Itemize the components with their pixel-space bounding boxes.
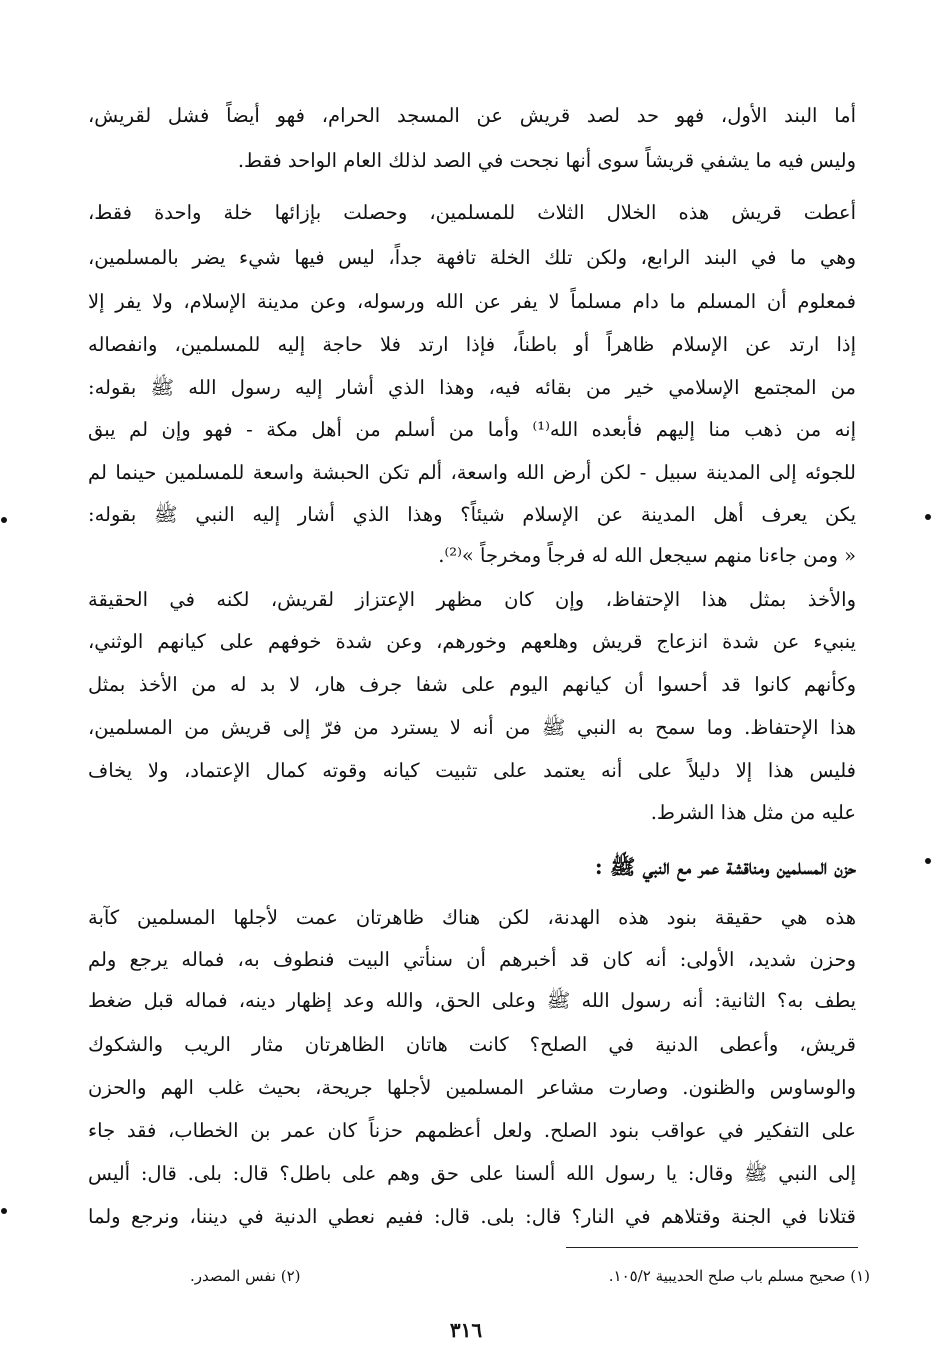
text-line: أعطت قريش هذه الخلال الثلاث للمسلمين، وحصلت بإزائها خلة واحدة فقط، bbox=[88, 201, 856, 224]
scan-speck bbox=[925, 514, 931, 520]
page-number: ٣١٦ bbox=[449, 1318, 483, 1342]
text-line: وهي ما في البند الرابع، ولكن تلك الخلة تافهة جداً، ليس فيها شيء يضر بالمسلمين، bbox=[88, 246, 856, 269]
text-line: على التفكير في عواقب بنود الصلح. ولعل أعظمهم حزناً كان عمر بن الخطاب، فقد جاء bbox=[88, 1119, 856, 1142]
text-line: عليه من مثل هذا الشرط. bbox=[650, 801, 856, 824]
scan-speck bbox=[925, 858, 931, 864]
text-line: وكأنهم كانوا قد أحسوا أن كيانهم اليوم على شفا جرف هار، لا بد له من الأخذ بمثل bbox=[88, 673, 856, 696]
text-line: يكن يعرف أهل المدينة عن الإسلام شيئاً؟ وهذا الذي أشار إليه النبي ﷺ بقوله: bbox=[88, 503, 856, 526]
text-line: إنه من ذهب منا إليهم فأبعده الله⁽¹⁾ وأما من أسلم من أهل مكة - فهو وإن لم يبق bbox=[88, 418, 856, 441]
text-line: من المجتمع الإسلامي خير من بقائه فيه، وهذا الذي أشار إليه رسول الله ﷺ بقوله: bbox=[88, 376, 856, 399]
text-line: إلى النبي ﷺ وقال: يا رسول الله ألسنا على حق وهم على باطل؟ قال: بلى. قال: أليس bbox=[88, 1162, 856, 1185]
text-line: وحزن شديد، الأولى: أنه كان قد أخبرهم أن سنأتي البيت فنطوف به، فماله يرجع ولم bbox=[88, 948, 856, 971]
text-line: أما البند الأول، فهو حد لصد قريش عن المسجد الحرام، فهو أيضاً فشل لقريش، bbox=[88, 104, 856, 127]
text-line: وليس فيه ما يشفي قريشاً سوى أنها نجحت في الصد لذلك العام الواحد فقط. bbox=[237, 149, 856, 172]
text-line: هذا الإحتفاظ. وما سمح به النبي ﷺ من أنه لا يسترد من فرّ إلى قريش من المسلمين، bbox=[88, 716, 856, 739]
text-line: فمعلوم أن المسلم ما دام مسلماً لا يفر عن الله ورسوله، وعن مدينة الإسلام، ولا يفر إلا bbox=[88, 290, 856, 313]
text-line: قريش، وأعطى الدنية في الصلح؟ كانت هاتان الظاهرتان مثار الريب والشكوك bbox=[88, 1033, 856, 1056]
section-heading: حزن المسلمين ومناقشة عمر مع النبي ﷺ : bbox=[594, 854, 856, 879]
text-line: هذه هي حقيقة بنود هذه الهدنة، لكن هناك ظاهرتان عمت لأجلها المسلمين كآبة bbox=[88, 906, 856, 929]
text-line: إذا ارتد عن الإسلام ظاهراً أو باطناً، فإذا ارتد فلا حاجة إليه للمسلمين، وانفصاله bbox=[88, 333, 856, 356]
text-line: قتلانا في الجنة وقتلاهم في النار؟ قال: بلى. قال: ففيم نعطي الدنية في ديننا، ونرجع ولما bbox=[88, 1205, 856, 1228]
text-line: يطف به؟ الثانية: أنه رسول الله ﷺ وعلى الحق، والله وعد إظهار دينه، فماله قبل ضغط bbox=[88, 989, 856, 1012]
footnote-2: (٢) نفس المصدر. bbox=[190, 1267, 301, 1285]
scan-speck bbox=[1, 517, 7, 523]
scan-speck bbox=[1, 1208, 7, 1214]
text-line: ينبيء عن شدة انزعاج قريش وهلعهم وخورهم، وعن شدة خوفهم على كيانهم الوثني، bbox=[88, 630, 856, 653]
text-line: فليس هذا إلا دليلاً على أنه يعتمد على تثبيت كيانه وقوته كمال الإعتماد، ولا يخاف bbox=[88, 759, 856, 782]
text-line: للجوئه إلى المدينة سبيل - لكن أرض الله واسعة، ألم تكن الحبشة واسعة للمسلمين حينما لم bbox=[88, 461, 856, 484]
text-line: « ومن جاءنا منهم سيجعل الله له فرجاً ومخرجاً »⁽²⁾. bbox=[438, 544, 856, 567]
text-line: والوساوس والظنون. وصارت مشاعر المسلمين لأجلها جريحة، بحيث غلب الهم والحزن bbox=[88, 1076, 856, 1099]
text-line: والأخذ بمثل هذا الإحتفاظ، وإن كان مظهر الإعتزاز لقريش، لكنه في الحقيقة bbox=[88, 588, 856, 611]
footnote-divider bbox=[566, 1247, 858, 1248]
footnote-1: (١) صحيح مسلم باب صلح الحديبية ١٠٥/٢. bbox=[608, 1267, 870, 1285]
